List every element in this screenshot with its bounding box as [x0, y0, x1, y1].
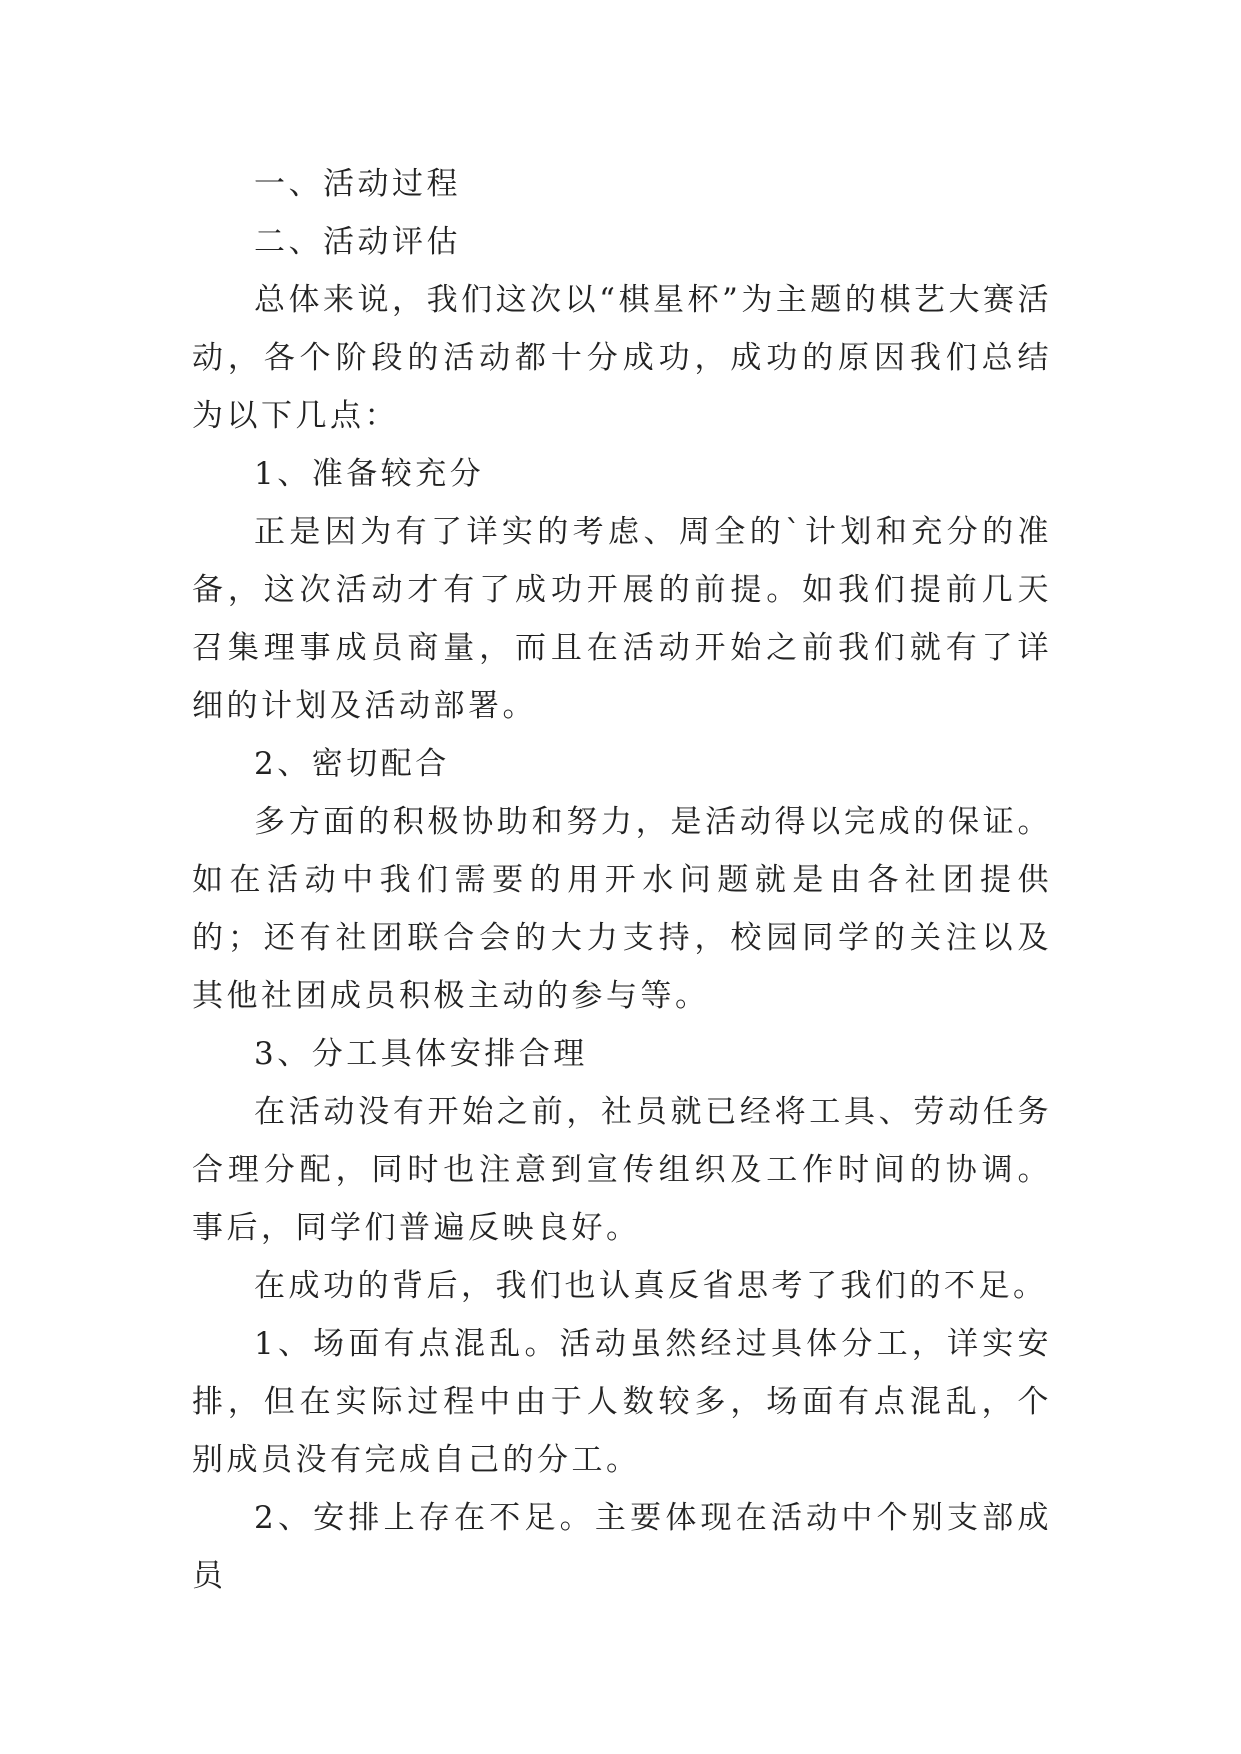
item-heading-preparation: 1、准备较充分 [254, 456, 485, 492]
paragraph-shortcoming-arrangement: 2、安排上存在不足。主要体现在活动中个别支部成员 [192, 1500, 1052, 1594]
item-heading-division-of-labor: 3、分工具体安排合理 [254, 1036, 588, 1072]
section-heading-activity-evaluation: 二、活动评估 [254, 224, 461, 260]
paragraph-shortcoming-chaos: 1、场面有点混乱。活动虽然经过具体分工，详实安排，但在实际过程中由于人数较多，场面有点混乱，个别成员没有完成自己的分工。 [192, 1326, 1052, 1478]
item-heading-cooperation: 2、密切配合 [254, 746, 450, 782]
paragraph-overall-summary: 总体来说，我们这次以“棋星杯”为主题的棋艺大赛活动，各个阶段的活动都十分成功，成功的原因我们总结为以下几点： [192, 282, 1052, 434]
paragraph-preparation: 正是因为有了详实的考虑、周全的`计划和充分的准备，这次活动才有了成功开展的前提。如我们提前几天召集理事成员商量，而且在活动开始之前我们就有了详细的计划及活动部署。 [192, 514, 1052, 724]
paragraph-cooperation: 多方面的积极协助和努力，是活动得以完成的保证。如在活动中我们需要的用开水问题就是由各社团提供的；还有社团联合会的大力支持，校园同学的关注以及其他社团成员积极主动的参与等。 [192, 804, 1052, 1014]
section-heading-activity-process: 一、活动过程 [254, 166, 461, 202]
document-body [192, 155, 1052, 1605]
paragraph-division-of-labor: 在活动没有开始之前，社员就已经将工具、劳动任务合理分配，同时也注意到宣传组织及工作时间的协调。事后，同学们普遍反映良好。 [192, 1094, 1052, 1246]
paragraph-shortcomings-intro: 在成功的背后，我们也认真反省思考了我们的不足。 [254, 1268, 1048, 1304]
